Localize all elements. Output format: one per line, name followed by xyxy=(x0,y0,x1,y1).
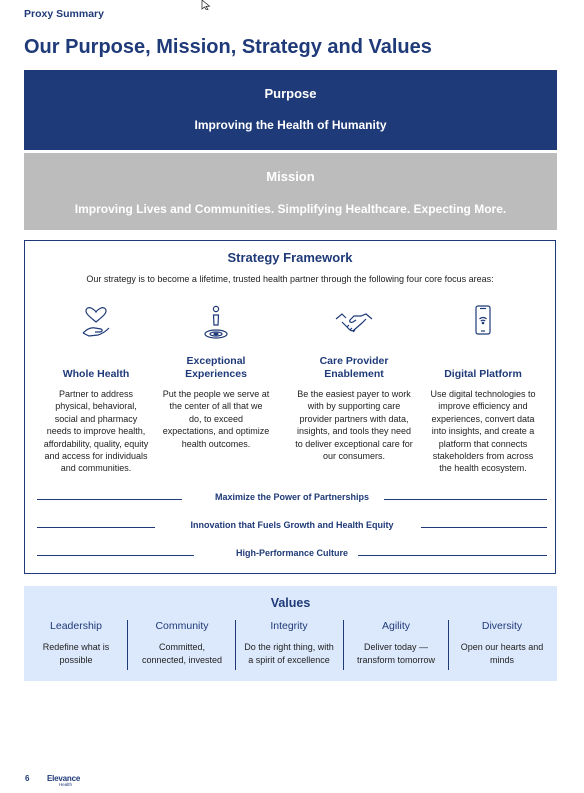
foundation-label: Innovation that Fuels Growth and Health Equity xyxy=(190,520,394,530)
foundation-label: High-Performance Culture xyxy=(235,548,349,558)
person-target-icon xyxy=(194,305,238,341)
value-desc: Open our hearts and minds xyxy=(460,642,544,665)
foundation-bar xyxy=(37,492,547,506)
values-panel xyxy=(24,586,557,681)
value-name: Diversity xyxy=(481,620,523,632)
value-divider xyxy=(448,620,449,670)
focus-title: Care Provider Enablement xyxy=(319,355,389,380)
value-divider xyxy=(343,620,344,670)
value-desc: Committed, connected, invested xyxy=(141,642,223,665)
value-divider xyxy=(127,620,128,670)
focus-desc: Partner to address physical, behavioral, social and pharmacy needs to improve health, affordability, quality, equity and access for individuals and communities. xyxy=(43,389,149,474)
logo-name: Elevance xyxy=(47,774,81,783)
focus-area-digital-platform xyxy=(421,305,545,485)
focus-title: Digital Platform xyxy=(444,368,522,380)
focus-area-whole-health xyxy=(34,305,158,485)
value-desc: Redefine what is possible xyxy=(42,642,110,665)
header-label: Proxy Summary xyxy=(24,8,104,20)
hand-heart-icon xyxy=(74,305,118,341)
focus-desc: Put the people we serve at the center of all that we do, to exceed expectations, and optimize health outcomes. xyxy=(162,389,270,449)
value-name: Leadership xyxy=(50,620,102,632)
focus-area-exceptional-experiences xyxy=(154,305,278,485)
value-desc: Deliver today — transform tomorrow xyxy=(356,642,436,665)
handshake-icon xyxy=(332,305,376,341)
focus-title: Exceptional Experiences xyxy=(185,355,247,380)
mission-text: Improving Lives and Communities. Simplifying Healthcare. Expecting More. xyxy=(74,202,507,216)
strategy-title: Strategy Framework xyxy=(227,250,353,265)
foundation-label: Maximize the Power of Partnerships xyxy=(214,492,370,502)
strategy-framework xyxy=(24,240,556,574)
value-desc: Do the right thing, with a spirit of excellence xyxy=(244,642,334,665)
value-item xyxy=(130,620,234,666)
focus-desc: Use digital technologies to improve efficiency and experiences, convert data into insights, and create a platform that connects stakeholders from across the health ecosystem. xyxy=(430,389,536,474)
foundation-bar xyxy=(37,520,547,534)
focus-area-care-provider-enablement xyxy=(292,305,416,485)
focus-title: Whole Health xyxy=(62,368,130,380)
mission-heading: Mission xyxy=(266,169,315,184)
page-title: Our Purpose, Mission, Strategy and Values xyxy=(24,36,432,58)
value-name: Agility xyxy=(381,620,410,632)
value-name: Integrity xyxy=(270,620,308,632)
purpose-banner xyxy=(24,70,557,150)
focus-desc: Be the easiest payer to work with by supporting care provider partners with data, insights, and tools they need to deliver exceptional care for our consumers. xyxy=(295,389,413,462)
value-item xyxy=(237,620,341,666)
mission-banner xyxy=(24,153,557,230)
purpose-heading: Purpose xyxy=(264,86,317,101)
values-title: Values xyxy=(270,596,311,610)
value-item xyxy=(450,620,554,666)
smartphone-icon xyxy=(461,305,505,341)
value-item xyxy=(26,620,126,666)
value-item xyxy=(345,620,447,666)
page-number: 6 xyxy=(25,774,30,783)
value-divider xyxy=(235,620,236,670)
company-logo xyxy=(47,774,80,787)
value-name: Community xyxy=(155,620,209,632)
logo-sub: Health xyxy=(59,782,73,787)
strategy-intro: Our strategy is to become a lifetime, trusted health partner through the following four core focus areas: xyxy=(86,274,494,284)
mouse-cursor-icon xyxy=(201,0,215,10)
foundation-bar xyxy=(37,548,547,562)
purpose-text: Improving the Health of Humanity xyxy=(194,118,387,132)
